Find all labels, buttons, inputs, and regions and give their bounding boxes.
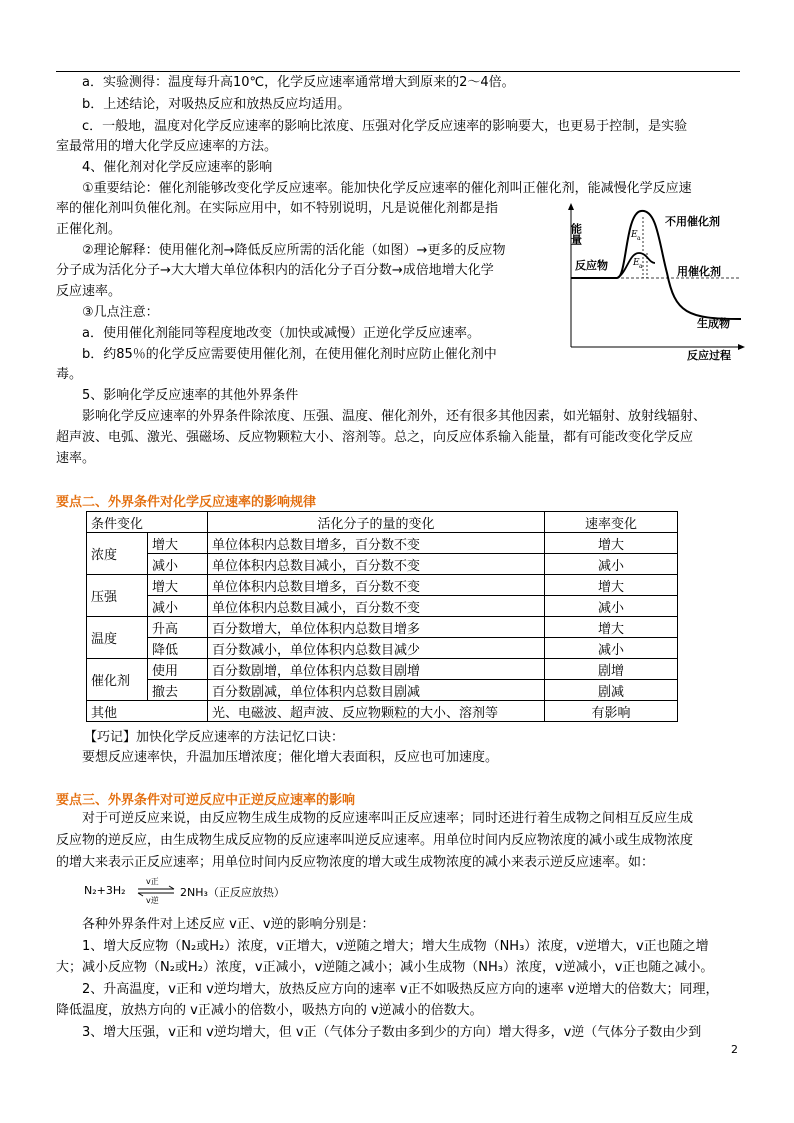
section-heading: 要点三、外界条件对可逆反应中正逆反应速率的影响 <box>56 793 356 808</box>
x-label: 反应过程 <box>687 349 731 362</box>
text-line: 2、升高温度，v正和 v逆均增大，放热反应方向的速率 v正不如吸热反应方向的速率 v逆增大的倍数大；同理， <box>82 982 719 997</box>
cell: 剧增 <box>545 659 678 680</box>
cell: 增大 <box>545 533 678 554</box>
text-line: 影响化学反应速率的外界条件除浓度、压强、温度、催化剂外，还有很多其他因素，如光辐射、放射线辐射、 <box>82 409 707 424</box>
text-line: 速率。 <box>56 451 96 466</box>
no-catalyst-label: 不用催化剂 <box>665 215 720 228</box>
text-line: 毒。 <box>56 367 83 382</box>
cell: 减小 <box>545 596 678 617</box>
table-header-row <box>87 512 678 533</box>
text-line: ②理论解释：使用催化剂→降低反应所需的活化能（如图）→更多的反应物 <box>82 243 506 258</box>
ea2-label: E <box>633 258 640 268</box>
cell: 使用 <box>148 659 208 680</box>
header-cell: 活化分子的量的变化 <box>208 512 545 533</box>
cell: 升高 <box>148 617 208 638</box>
tip-text: 要想反应速率快，升温加压增浓度；催化增大表面积，反应也可加速度。 <box>82 750 499 765</box>
cell: 光、电磁波、超声波、反应物颗粒的大小、溶剂等 <box>208 701 545 722</box>
x-arrow-icon <box>738 344 745 350</box>
cell: 单位体积内总数目增多，百分数不变 <box>208 575 545 596</box>
cell: 减小 <box>148 596 208 617</box>
cell: 百分数增大，单位体积内总数目增多 <box>208 617 545 638</box>
catalyst-label: 用催化剂 <box>677 265 721 278</box>
arrow-bottom-label: v逆 <box>146 896 159 905</box>
equation-left: N₂+3H₂ <box>84 884 126 897</box>
ea-label: E <box>631 230 638 240</box>
header-rule <box>56 71 740 72</box>
table-row <box>87 533 678 554</box>
arrow-top-label: v正 <box>146 877 159 886</box>
header-cell: 条件变化 <box>87 512 208 533</box>
text-line: b．约85％的化学反应需要使用催化剂，在使用催化剂时应防止催化剂中 <box>82 347 497 362</box>
text-line: 降低温度，放热方向的 v正减小的倍数小，吸热方向的 v逆减小的倍数大。 <box>56 1003 483 1018</box>
table-row <box>87 659 678 680</box>
cell: 减小 <box>545 554 678 575</box>
text-line: 反应物的逆反应，由生成物生成反应物的反应速率叫逆反应速率。用单位时间内反应物浓度的减小或生成物浓度 <box>56 833 694 848</box>
text-line: a．使用催化剂能同等程度地改变（加快或减慢）正逆化学反应速率。 <box>82 326 480 341</box>
ea-sub-label: a <box>637 235 641 242</box>
section-heading: 要点二、外界条件对化学反应速率的影响规律 <box>56 495 317 510</box>
cell: 百分数剧增，单位体积内总数目剧增 <box>208 659 545 680</box>
cell: 增大 <box>545 575 678 596</box>
text-line: 4、催化剂对化学反应速率的影响 <box>82 160 273 175</box>
text-line: 1、增大反应物（N₂或H₂）浓度，v正增大，v逆随之增大；增大生成物（NH₃）浓度，v逆增大，v正也随之增 <box>82 939 709 954</box>
tip-line: 【巧记】加快化学反应速率的方法记忆口诀： <box>84 730 345 745</box>
reactant-label: 反应物 <box>575 259 608 272</box>
y-arrow-icon <box>568 203 574 210</box>
ea2-sub-label: a <box>639 263 643 270</box>
cell: 单位体积内总数目减小，百分数不变 <box>208 596 545 617</box>
page-number: 2 <box>731 1043 738 1056</box>
energy-diagram <box>567 203 745 363</box>
table-row <box>87 617 678 638</box>
group-cell: 催化剂 <box>87 659 148 701</box>
cell: 增大 <box>545 617 678 638</box>
cell: 减小 <box>148 554 208 575</box>
cell: 剧减 <box>545 680 678 701</box>
product-label: 生成物 <box>697 317 730 330</box>
cell: 增大 <box>148 575 208 596</box>
text-line: 大；减小反应物（N₂或H₂）浓度，v正减小，v逆随之减小；减小生成物（NH₃）浓度，v逆减小，v正也随之减小。 <box>56 960 714 975</box>
table-row <box>87 575 678 596</box>
cell: 撤去 <box>148 680 208 701</box>
text-line: 反应速率。 <box>56 284 122 299</box>
cell: 百分数减小，单位体积内总数目减少 <box>208 638 545 659</box>
y-label-1: 能量 <box>569 223 583 245</box>
text-line: a．实验测得：温度每升高10℃，化学反应速率通常增大到原来的2～4倍。 <box>82 75 515 90</box>
text-line: ③几点注意： <box>82 305 159 320</box>
equation-arrow <box>136 878 176 906</box>
text-line: ①重要结论：催化剂能够改变化学反应速率。能加快化学反应速率的催化剂叫正催化剂，能减慢化学反应速 <box>82 181 692 196</box>
conditions-table <box>86 511 678 722</box>
cell: 百分数剧减，单位体积内总数目剧减 <box>208 680 545 701</box>
cell: 降低 <box>148 638 208 659</box>
group-cell: 浓度 <box>87 533 148 575</box>
table-row <box>87 638 678 659</box>
text-line: 各种外界条件对上述反应 v正、v逆的影响分别是： <box>82 917 375 932</box>
group-cell: 压强 <box>87 575 148 617</box>
table-row <box>87 701 678 722</box>
cell: 单位体积内总数目增多，百分数不变 <box>208 533 545 554</box>
cell: 减小 <box>545 638 678 659</box>
text-line: 正催化剂。 <box>56 222 122 237</box>
text-line: 室最常用的增大化学反应速率的方法。 <box>56 139 278 154</box>
text-line: b．上述结论，对吸热反应和放热反应均适用。 <box>82 97 351 112</box>
text-line: 超声波、电弧、激光、强磁场、反应物颗粒大小、溶剂等。总之，向反应体系输入能量，都有可能改变化学反应 <box>56 430 694 445</box>
text-line: c．一般地，温度对化学反应速率的影响比浓度、压强对化学反应速率的影响要大，也更易于控制，是实验 <box>82 119 688 134</box>
text-line: 率的催化剂叫负催化剂。在实际应用中，如不特别说明，凡是说催化剂都是指 <box>56 201 499 216</box>
cell: 有影响 <box>545 701 678 722</box>
text-line: 对于可逆反应来说，由反应物生成生成物的反应速率叫正反应速率；同时还进行着生成物之间相互反应生成 <box>82 811 694 826</box>
table-row <box>87 596 678 617</box>
text-line: 分子成为活化分子→大大增大单位体积内的活化分子百分数→成倍地增大化学 <box>56 263 494 278</box>
text-line: 的增大来表示正反应速率；用单位时间内反应物浓度的增大或生成物浓度的减小来表示逆反应速率。如： <box>56 855 655 870</box>
cell: 增大 <box>148 533 208 554</box>
equation-right: 2NH₃（正反应放热） <box>180 886 285 899</box>
cell: 单位体积内总数目减小，百分数不变 <box>208 554 545 575</box>
table-row <box>87 554 678 575</box>
header-cell: 速率变化 <box>545 512 678 533</box>
table-row <box>87 680 678 701</box>
text-line: 3、增大压强，v正和 v逆均增大，但 v正（气体分子数由多到少的方向）增大得多，v逆（气体分子数由少到 <box>82 1025 702 1040</box>
group-cell: 温度 <box>87 617 148 659</box>
text-line: 5、影响化学反应速率的其他外界条件 <box>82 388 299 403</box>
cell: 其他 <box>87 701 208 722</box>
